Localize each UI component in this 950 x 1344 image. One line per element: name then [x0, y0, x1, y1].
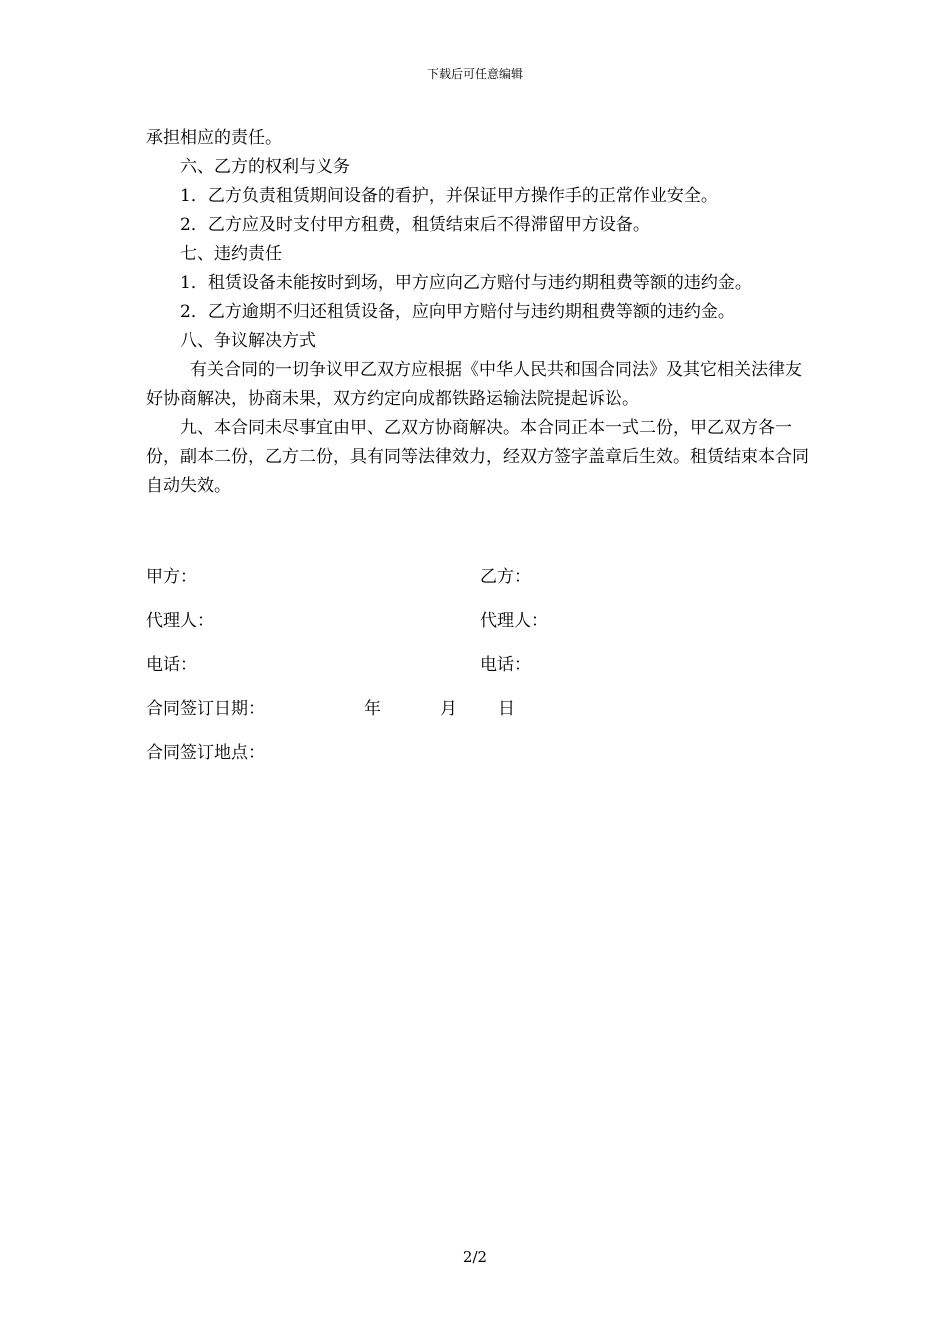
signature-row-party — [146, 560, 818, 604]
section-nine-misc: 九、本合同未尽事宜由甲、乙双方协商解决。本合同正本一式二份，甲乙双方各一份，副本二份，乙方二份，具有同等法律效力，经双方签字盖章后生效。租赁结束本合同自动失效。 — [146, 418, 809, 496]
signature-row-agent — [146, 604, 818, 648]
sign-date-label: 合同签订日期： — [146, 699, 265, 719]
date-year-label: 年 — [364, 699, 381, 719]
signature-row-phone — [146, 648, 818, 692]
date-day-label: 日 — [498, 699, 515, 719]
paragraph-responsibility-continuation: 承担相应的责任。 — [146, 128, 282, 148]
clause-party-b-1: 1．乙方负责租赁期间设备的看护，并保证甲方操作手的正常作业安全。 — [180, 186, 718, 206]
party-a-label: 甲方： — [146, 567, 197, 587]
section-heading-party-b-rights: 六、乙方的权利与义务 — [180, 157, 350, 177]
signature-row-place — [146, 736, 818, 780]
section-heading-breach: 七、违约责任 — [180, 244, 282, 264]
signature-block — [146, 560, 818, 780]
clause-breach-1: 1．租赁设备未能按时到场，甲方应向乙方赔付与违约期租费等额的违约金。 — [180, 273, 752, 293]
date-month-label: 月 — [440, 699, 457, 719]
clause-dispute: 有关合同的一切争议甲乙双方应根据《中华人民共和国合同法》及其它相关法律友好协商解决，协商未果，双方约定向成都铁路运输法院提起诉讼。 — [146, 360, 802, 409]
clause-breach-2: 2．乙方逾期不归还租赁设备，应向甲方赔付与违约期租费等额的违约金。 — [180, 302, 735, 322]
phone-b-label: 电话： — [480, 655, 531, 675]
section-heading-dispute: 八、争议解决方式 — [180, 331, 316, 351]
agent-a-label: 代理人： — [146, 611, 214, 631]
clause-party-b-2: 2．乙方应及时支付甲方租费，租赁结束后不得滞留甲方设备。 — [180, 215, 650, 235]
phone-a-label: 电话： — [146, 655, 197, 675]
header-note: 下载后可任意编辑 — [426, 67, 523, 81]
signature-row-date — [146, 692, 818, 736]
page-number: 2/2 — [462, 1248, 488, 1266]
party-b-label: 乙方： — [480, 567, 531, 587]
contract-body — [146, 124, 818, 501]
sign-place-label: 合同签订地点： — [146, 743, 265, 763]
agent-b-label: 代理人： — [480, 611, 548, 631]
